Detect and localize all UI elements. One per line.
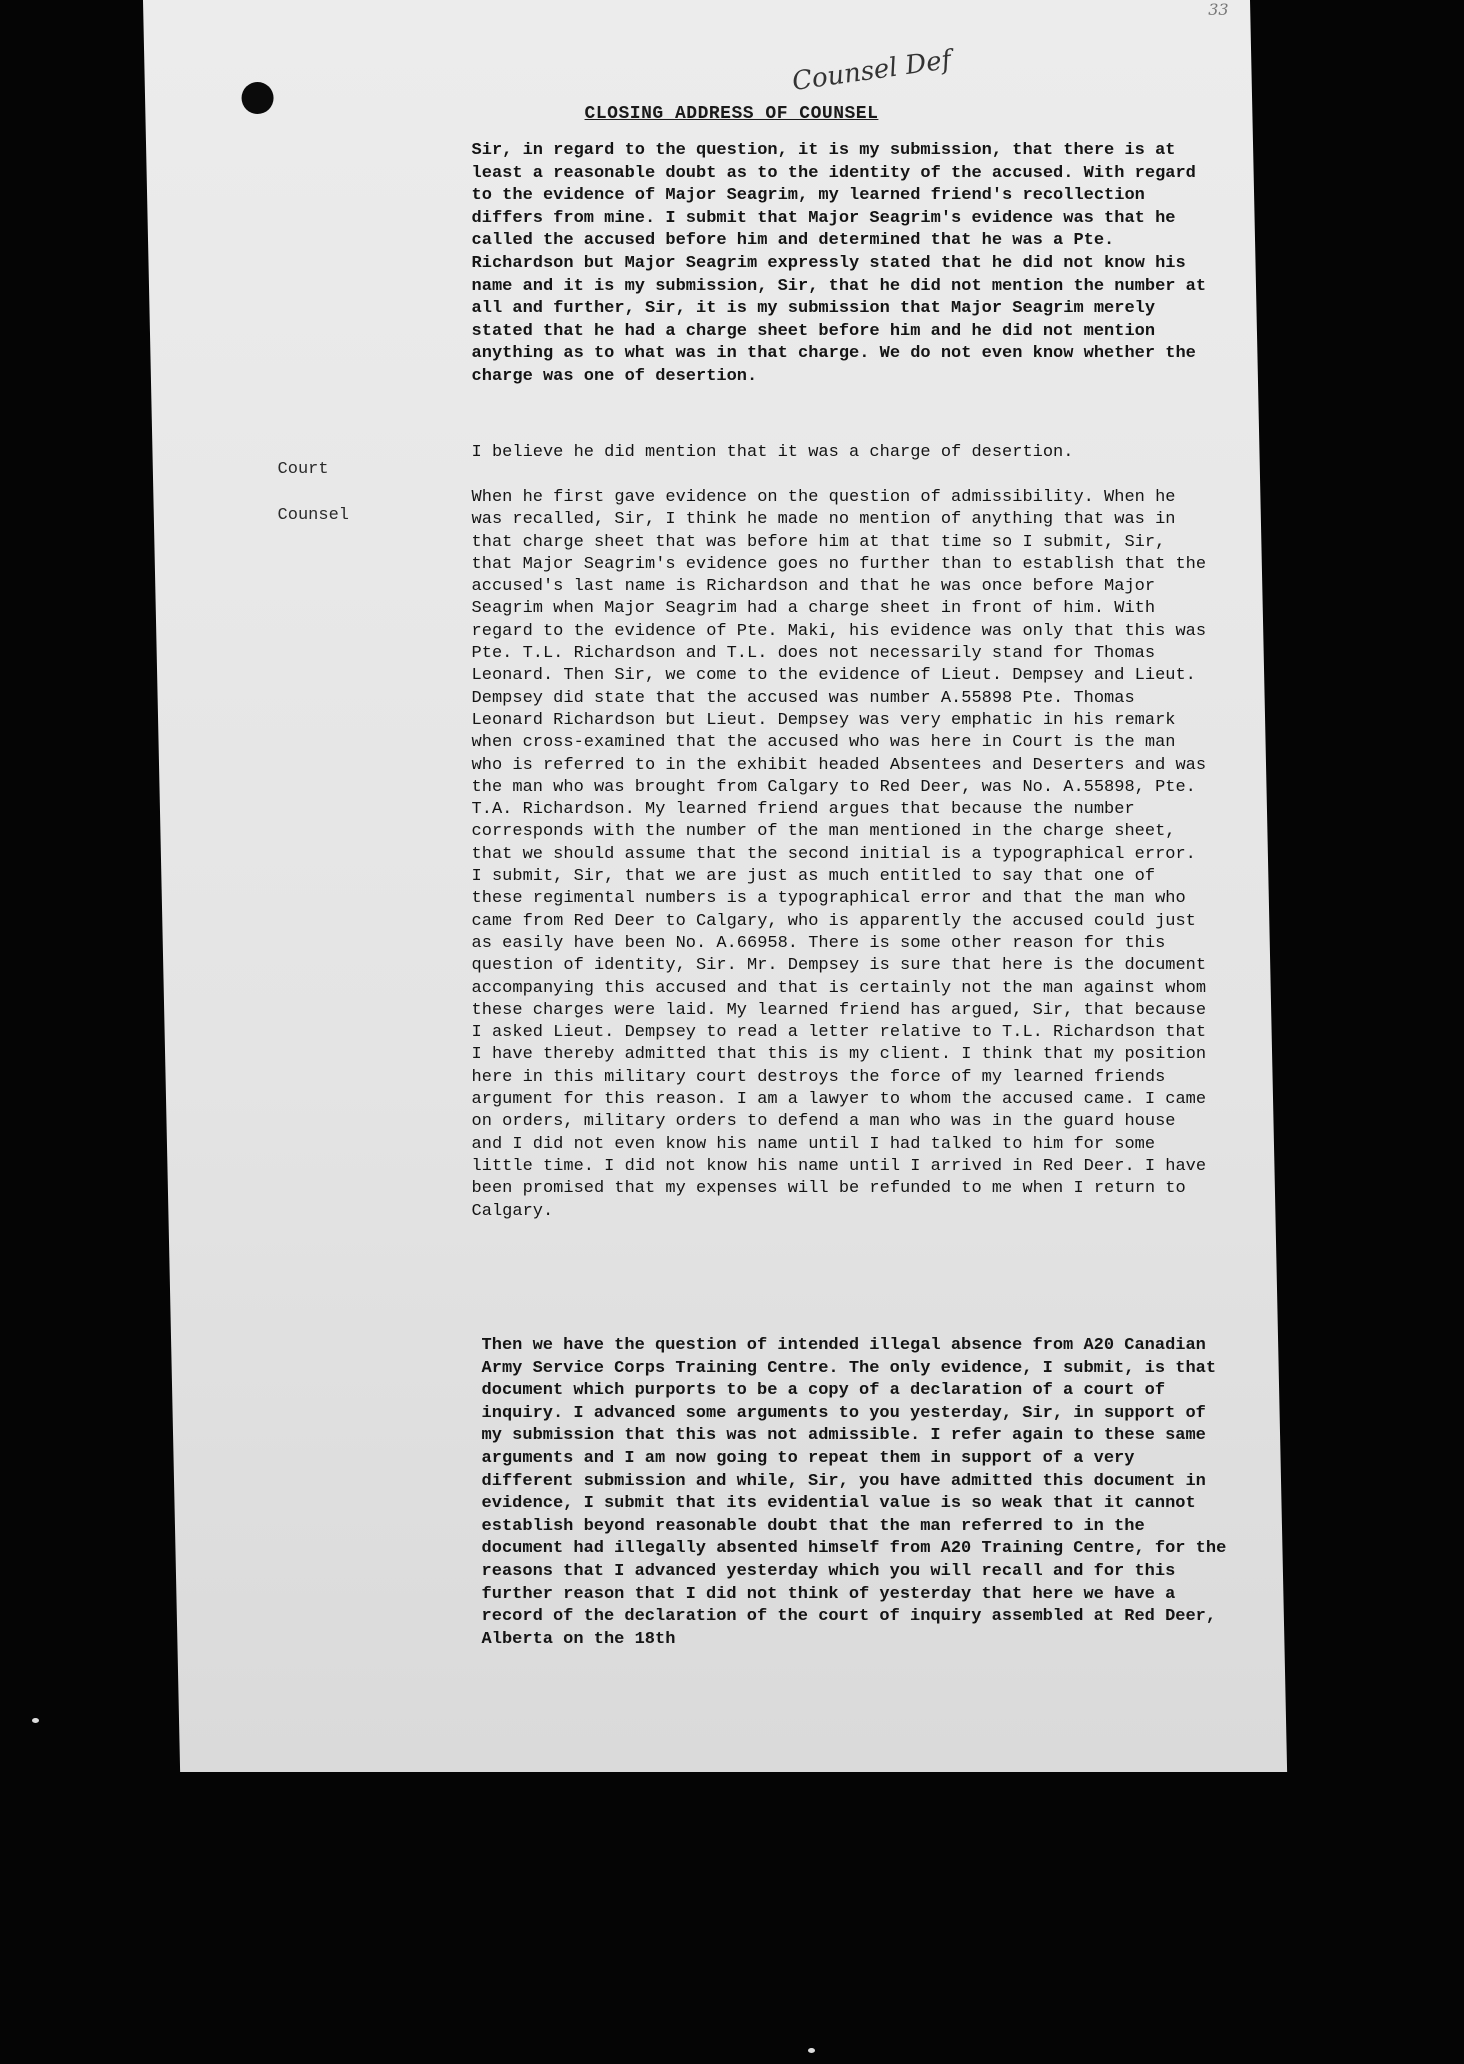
paragraph-court-remark: I believe he did mention that it was a charge of desertion.: [471, 443, 1074, 462]
document-page: [143, 0, 1287, 1772]
paragraph-absence-argument: Then we have the question of intended illegal absence from A20 Canadian Army Service Corps Training Centre. The only evidence, I submit, is that document which purports to be a copy of a declaration of a court of inquiry. I advanced some arguments to you yesterday, Sir, in support of my submission that this was not admissible. I refer again to these same arguments and I am now going to repeat them in support of a very different submission and while, Sir, you have admitted this document in evidence, I submit that its evidential value is so weak that it cannot establish beyond reasonable doubt that the man referred to in the document had illegally absented himself from A20 Training Centre, for the reasons that I advanced yesterday which you will recall and for this further reason that I did not think of yesterday that here we have a record of the declaration of the court of inquiry assembled at Red Deer, Alberta on the 18th: [481, 1336, 1227, 1649]
paragraph-counsel-reply: When he first gave evidence on the question of admissibility. When he was recalled, Sir, I think he made no mention of anything that was in that charge sheet that was before him at that time so I submit, Sir, that Major Seagrim's evidence goes no further than to establish that the accused's last name is Richardson and that he was once before Major Seagrim when Major Seagrim had a charge sheet in front of him. With regard to the evidence of Pte. Maki, his evidence was only that this was Pte. T.L. Richardson and T.L. does not necessarily stand for Thomas Leonard. Then Sir, we come to the evidence of Lieut. Dempsey and Lieut. Dempsey did state that the accused was number A.55898 Pte. Thomas Leonard Richardson but Lieut. Dempsey was very emphatic in his remark when cross-examined that the accused who was here in Court is the man who is referred to in the exhibit headed Absentees and Deserters and was the man who was brought from Calgary to Red Deer, was No. A.55898, Pte. T.A. Richardson. My learned friend argues that because the number corresponds with the number of the man mentioned in the charge sheet, that we should assume that the second initial is a typographical error. I submit, Sir, that we are just as much entitled to say that one of these regimental numbers is a typographical error and that the man who came from Red Deer to Calgary, who is apparently the accused could just as easily have been No. A.66958. There is some other reason for this question of identity, Sir. Mr. Dempsey is sure that here is the document accompanying this accused and that is certainly not the man against whom these charges were laid. My learned friend has argued, Sir, that because I asked Lieut. Dempsey to read a letter relative to T.L. Richardson that I have thereby admitted that this is my client. I think that my position here in this military court destroys the force of my learned friends argument for this reason. I am a lawyer to whom the accused came. I came on orders, military orders to defend a man who was in the guard house and I did not even know his name until I had talked to him for some little time. I did not know his name until I arrived in Red Deer. I have been promised that my expenses will be refunded to me when I return to Calgary.: [471, 488, 1207, 1221]
speaker-counsel: Counsel: [277, 506, 349, 525]
speaker-court: Court: [277, 460, 329, 479]
document-title: CLOSING ADDRESS OF COUNSEL: [584, 104, 879, 124]
punch-hole: [242, 82, 274, 114]
paragraph-opening: Sir, in regard to the question, it is my submission, that there is at least a reasonable doubt as to the identity of the accused. With regard to the evidence of Major Seagrim, my learned friend's recollection differs from mine. I submit that Major Seagrim's evidence was that he called the accused before him and determined that he was a Pte. Richardson but Major Seagrim expressly stated that he did not know his name and it is my submission, Sir, that he did not mention the number at all and further, Sir, it is my submission that Major Seagrim merely stated that he had a charge sheet before him and he did not mention anything as to what was in that charge. We do not even know whether the charge was one of desertion.: [471, 141, 1207, 386]
page-number: 33: [1208, 0, 1229, 19]
scan-artifact: [32, 1718, 39, 1723]
scan-artifact: [808, 2048, 815, 2053]
handwritten-note: Counsel Def: [790, 44, 954, 98]
